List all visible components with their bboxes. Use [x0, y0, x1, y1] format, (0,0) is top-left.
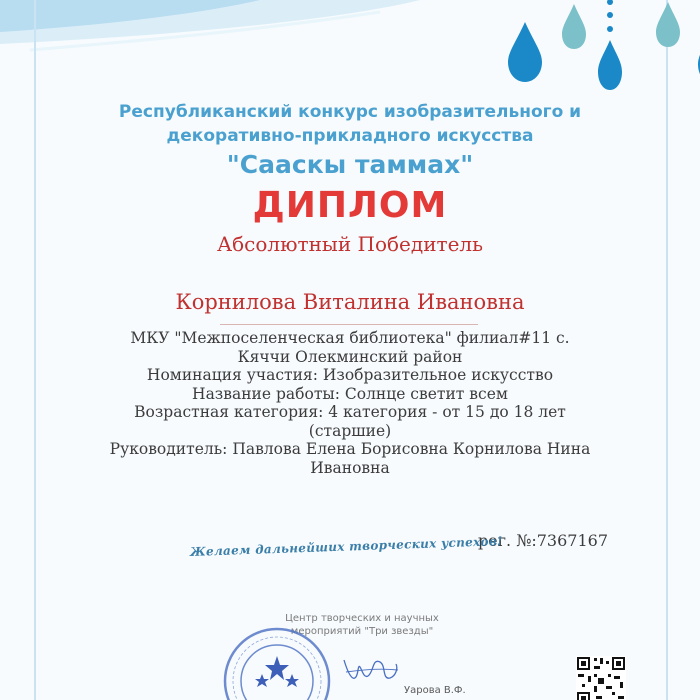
water-drop-icon	[400, 0, 700, 100]
left-border-line	[34, 0, 36, 700]
qr-code-icon	[576, 656, 626, 700]
name-underline	[220, 324, 478, 325]
header-line-2: декоративно-прикладного искусства	[166, 126, 534, 146]
seal-stamp-icon	[222, 626, 332, 700]
signer-name: Уарова В.Ф.	[404, 685, 466, 696]
details-line-8: Ивановна	[310, 458, 390, 477]
registration-number: рег. №:7367167	[477, 531, 608, 550]
winner-name: Корнилова Виталина Ивановна	[175, 290, 525, 314]
details-line-2: Кяччи Олекминский район	[237, 347, 463, 366]
contest-header	[80, 100, 620, 148]
diploma-title: ДИПЛОМ	[252, 185, 448, 226]
organizer-line-2: мероприятий "Три звезды"	[290, 626, 434, 637]
right-border-line	[666, 0, 668, 700]
signature	[340, 650, 400, 690]
organizer-line-1: Центр творческих и научных	[285, 613, 439, 624]
details-line-3: Номинация участия: Изобразительное искусство	[146, 366, 554, 384]
details-block	[80, 329, 620, 477]
details-line-1: МКУ "Межпоселенческая библиотека" филиал#11 с.	[130, 329, 570, 347]
details-line-6: (старшие)	[308, 421, 392, 440]
header-line-1: Республиканский конкурс изобразительного и	[118, 102, 582, 122]
contest-name: "Сааскы таммах"	[226, 150, 474, 179]
award-title: Абсолютный Победитель	[216, 232, 484, 256]
details-line-7: Руководитель: Павлова Елена Борисовна Корнилова Нина	[109, 440, 591, 458]
details-line-4: Название работы: Солнце светит всем	[192, 384, 508, 403]
details-line-5: Возрастная категория: 4 категория - от 15 до 18 лет	[134, 403, 566, 421]
wishes-text: Желаем дальнейших творческих успехов!	[189, 534, 503, 559]
